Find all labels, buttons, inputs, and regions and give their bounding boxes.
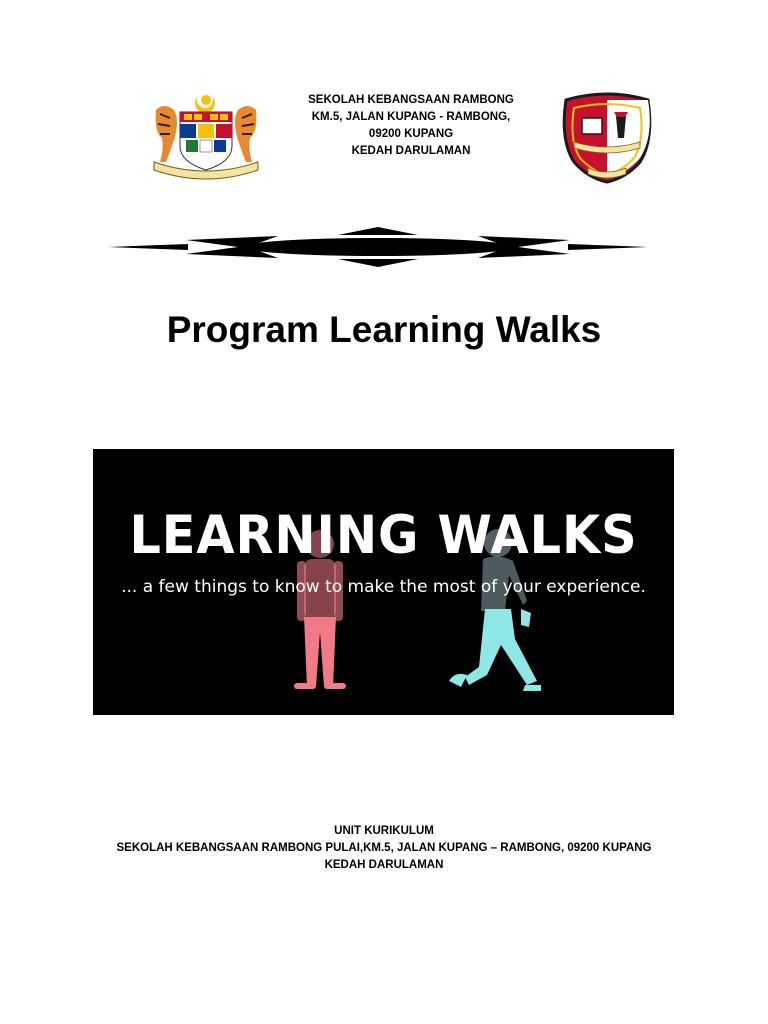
learning-walks-banner — [93, 449, 674, 715]
state-line: KEDAH DARULAMAN — [351, 145, 471, 157]
decorative-divider — [108, 225, 648, 269]
unit-name: UNIT KURIKULUM — [334, 825, 434, 837]
banner-heading: LEARNING WALKS — [129, 505, 638, 566]
page-title: Program Learning Walks — [166, 309, 602, 350]
footer-state: KEDAH DARULAMAN — [324, 859, 444, 871]
school-address-block — [266, 92, 556, 160]
postcode-line: 09200 KUPANG — [368, 128, 454, 140]
footer-address: SEKOLAH KEBANGSAAN RAMBONG PULAI,KM.5, JALAN KUPANG – RAMBONG, 09200 KUPANG — [116, 842, 652, 854]
banner-subtitle: ... a few things to know to make the most of your experience. — [121, 577, 646, 597]
footer-block — [0, 823, 768, 874]
school-crest-icon — [554, 90, 660, 184]
school-name: SEKOLAH KEBANGSAAN RAMBONG — [308, 94, 514, 106]
address-line: KM.5, JALAN KUPANG - RAMBONG, — [311, 111, 511, 123]
malaysia-coat-of-arms-icon — [146, 90, 266, 185]
